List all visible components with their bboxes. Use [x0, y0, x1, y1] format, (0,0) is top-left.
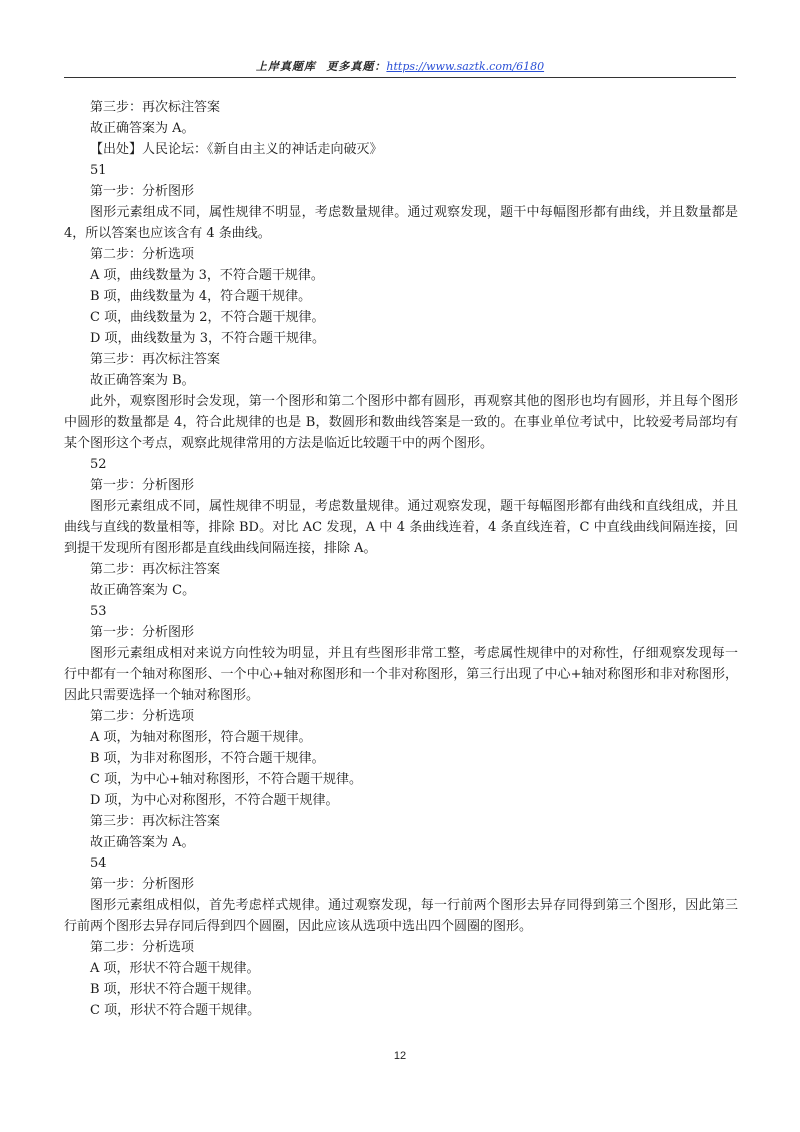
body-paragraph: 【出处】人民论坛：《新自由主义的神话走向破灭》: [90, 142, 383, 157]
body-paragraph: B 项，曲线数量为 4，符合题干规律。: [90, 289, 312, 304]
body-paragraph: 第一步：分析图形: [90, 184, 195, 199]
body-paragraph: B 项，形状不符合题干规律。: [90, 982, 260, 997]
body-paragraph: 52: [90, 457, 107, 472]
body-paragraph: 第一步：分析图形: [90, 478, 195, 493]
body-paragraph: 图形元素组成相似，首先考虑样式规律。通过观察发现，每一行前两个图形去异存同得到第三个图形，因此第三行前两个图形去异存同后得到四个圆圈，因此应该从选项中选出四个圆圈的图形。: [64, 898, 738, 934]
body-paragraph: 第一步：分析图形: [90, 625, 195, 640]
body-paragraph: 第一步：分析图形: [90, 877, 195, 892]
body-paragraph: A 项，为轴对称图形，符合题干规律。: [90, 730, 312, 745]
body-paragraph: 第三步：再次标注答案: [90, 352, 221, 367]
body-paragraph: C 项，曲线数量为 2，不符合题干规律。: [90, 310, 325, 325]
body-paragraph: 51: [90, 163, 107, 178]
body-paragraph: 故正确答案为 C。: [90, 583, 196, 598]
header-label: 更多真题：: [326, 60, 387, 73]
body-paragraph: D 项，曲线数量为 3，不符合题干规律。: [90, 331, 325, 346]
body-paragraph: 53: [90, 604, 107, 619]
header-brand: 上岸真题库: [255, 60, 316, 73]
body-paragraph: 第二步：分析选项: [90, 709, 195, 724]
body-paragraph: C 项，为中心+轴对称图形，不符合题干规律。: [90, 772, 362, 787]
body-paragraph: D 项，为中心对称图形，不符合题干规律。: [90, 793, 339, 808]
body-paragraph: C 项，形状不符合题干规律。: [90, 1003, 261, 1018]
header-link[interactable]: https://www.saztk.com/6180: [386, 60, 545, 73]
body-paragraph: 54: [90, 856, 107, 871]
body-paragraph: 第三步：再次标注答案: [90, 100, 221, 115]
body-paragraph: 第二步：分析选项: [90, 940, 195, 955]
body-paragraph: 图形元素组成相对来说方向性较为明显，并且有些图形非常工整，考虑属性规律中的对称性，仔细观察发现每一行中都有一个轴对称图形、一个中心+轴对称图形和一个非对称图形，第三行出现了中心+轴对称图形和非对称图形，因此只需要选择一个轴对称图形。: [64, 646, 738, 703]
body-paragraph: 第二步：分析选项: [90, 247, 195, 262]
body-paragraph: B 项，为非对称图形，不符合题干规律。: [90, 751, 325, 766]
body-paragraph: 图形元素组成不同，属性规律不明显，考虑数量规律。通过观察发现，题干每幅图形都有曲线和直线组成，并且曲线与直线的数量相等，排除 BD。对比 AC 发现，A 中 4 条曲线连着，4 条直线连着，C 中直线曲线间隔连接，回到提干发现所有图形都是直线曲线间隔连接，排除 A。: [64, 499, 738, 556]
body-paragraph: 故正确答案为 A。: [90, 835, 195, 850]
body-paragraph: A 项，曲线数量为 3，不符合题干规律。: [90, 268, 324, 283]
body-paragraph: 第三步：再次标注答案: [90, 814, 221, 829]
body-paragraph: 故正确答案为 A。: [90, 121, 195, 136]
document-body: [64, 97, 738, 1021]
page-header: [0, 58, 800, 74]
body-paragraph: 故正确答案为 B。: [90, 373, 195, 388]
page-number: 12: [393, 1050, 407, 1062]
body-paragraph: A 项，形状不符合题干规律。: [90, 961, 260, 976]
body-paragraph: 第二步：再次标注答案: [90, 562, 221, 577]
header-divider: [64, 77, 736, 78]
body-paragraph: 图形元素组成不同，属性规律不明显，考虑数量规律。通过观察发现，题干中每幅图形都有曲线，并且数量都是 4，所以答案也应该含有 4 条曲线。: [64, 205, 738, 241]
body-paragraph: 此外，观察图形时会发现，第一个图形和第二个图形中都有圆形，再观察其他的图形也均有圆形，并且每个图形中圆形的数量都是 4，符合此规律的也是 B，数圆形和数曲线答案是一致的。在事业单位考试中，比较爱考局部均有某个图形这个考点，观察此规律常用的方法是临近比较题干中的两个图形。: [64, 394, 738, 451]
